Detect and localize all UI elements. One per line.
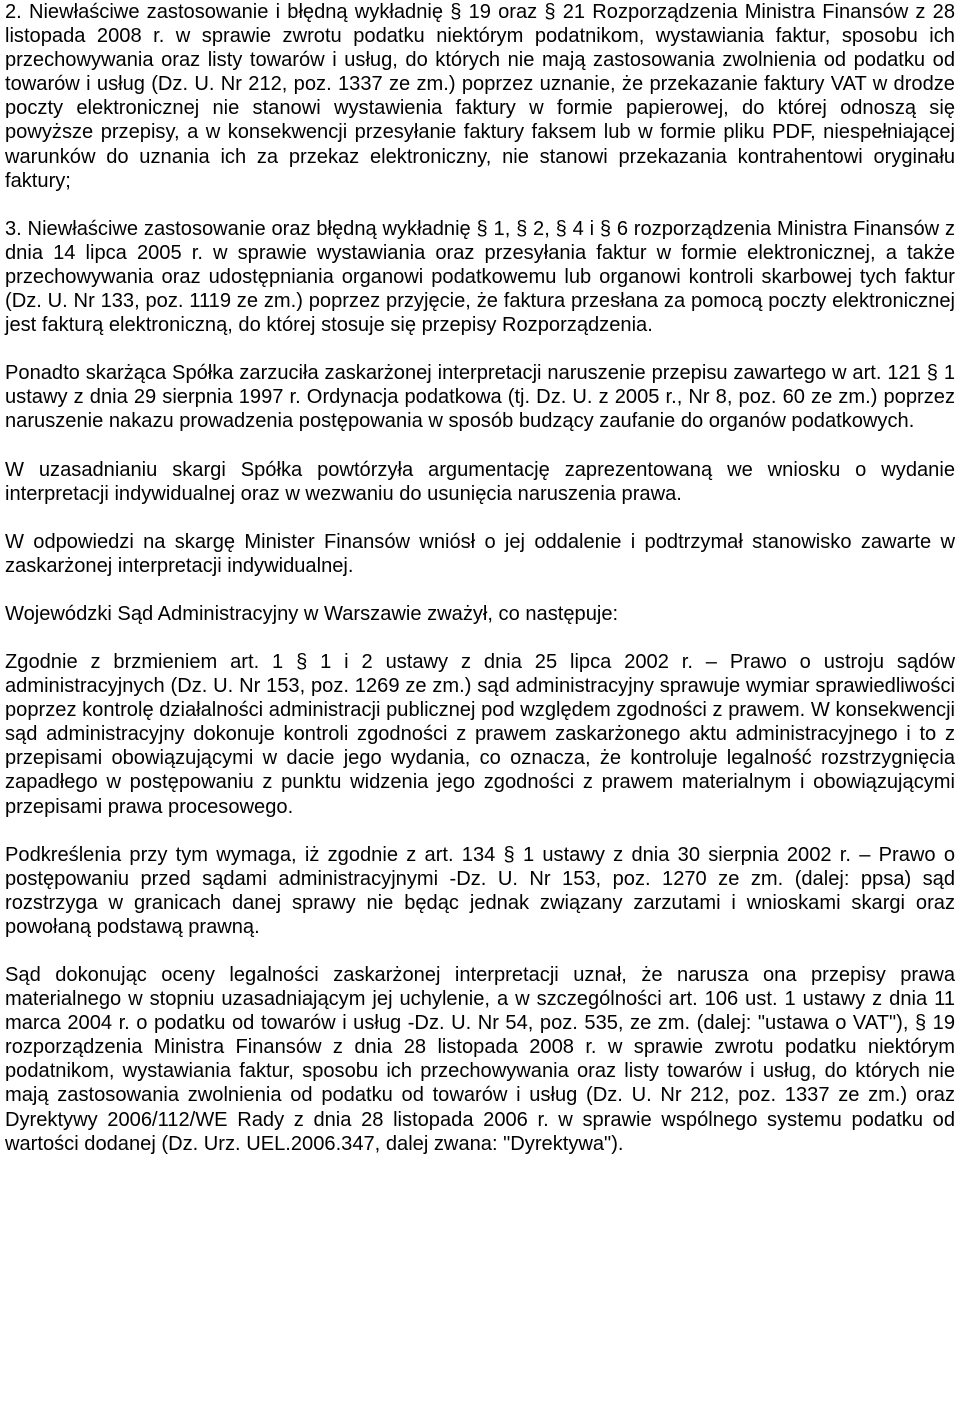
paragraph-zgodnie: Zgodnie z brzmieniem art. 1 § 1 i 2 ustawy z dnia 25 lipca 2002 r. – Prawo o ustroju sądów administracyjnych (Dz. U. Nr 153, poz. 1269 ze zm.) sąd administracyjny sprawuje wymiar sprawiedliwości poprzez kontrolę działalności administracji publicznej pod względem zgodności z prawem. W konsekwencji sąd administracyjny dokonuje kontroli zgodności z prawem zaskarżonego aktu administracyjnego i to z przepisami obowiązującymi w dacie jego wydania, co oznacza, że kontroluje legalność rozstrzygnięcia zapadłego w postępowaniu z punktu widzenia jego zgodności z prawem materialnym i obowiązującymi przepisami prawa procesowego. — [5, 650, 955, 818]
paragraph-odpowiedz: W odpowiedzi na skargę Minister Finansów wniósł o jej oddalenie i podtrzymał stanowisko zawarte w zaskarżonej interpretacji indywidualnej. — [5, 530, 955, 577]
paragraph-gap — [5, 939, 955, 963]
paragraph-item-2: 2. Niewłaściwe zastosowanie i błędną wykładnię § 19 oraz § 21 Rozporządzenia Ministra Finansów z 28 listopada 2008 r. w sprawie zwrotu podatku niektórym podatnikom, wystawiania faktur, sposobu ich przechowywania oraz listy towarów i usług, do których nie mają zastosowania zwolnienia od podatku od towarów i usług (Dz. U. Nr 212, poz. 1337 ze zm.) poprzez uznanie, że przekazanie faktury VAT w drodze poczty elektronicznej nie stanowi wystawienia faktury w formie papierowej, do której odnoszą się powyższe przepisy, a w konsekwencji przesyłanie faktury faksem lub w formie pliku PDF, niespełniającej warunków do uznania ich za przekaz elektroniczny, nie stanowi przekazania kontrahentowi oryginału faktury; — [5, 1, 955, 192]
paragraph-gap — [5, 506, 955, 530]
paragraph-gap — [5, 819, 955, 843]
paragraph-podkreslenia: Podkreślenia przy tym wymaga, iż zgodnie z art. 134 § 1 ustawy z dnia 30 sierpnia 2002 r. – Prawo o postępowaniu przed sądami administracyjnymi -Dz. U. Nr 153, poz. 1270 ze zm. (dalej: ppsa) sąd rozstrzyga w granicach danej sprawy nie będąc jednak związany zarzutami i wnioskami skargi oraz powołaną podstawą prawną. — [5, 843, 955, 938]
paragraph-ponadto: Ponadto skarżąca Spółka zarzuciła zaskarżonej interpretacji naruszenie przepisu zawartego w art. 121 § 1 ustawy z dnia 29 sierpnia 1997 r. Ordynacja podatkowa (tj. Dz. U. z 2005 r., Nr 8, poz. 60 ze zm.) poprzez naruszenie nakazu prowadzenia postępowania w sposób budzący zaufanie do organów podatkowych. — [5, 362, 955, 433]
paragraph-gap — [5, 434, 955, 458]
paragraph-wsa-heading: Wojewódzki Sąd Administracyjny w Warszawie zważył, co następuje: — [5, 602, 619, 625]
paragraph-item-3: 3. Niewłaściwe zastosowanie oraz błędną wykładnię § 1, § 2, § 4 i § 6 rozporządzenia Ministra Finansów z dnia 14 lipca 2005 r. w sprawie wystawiania oraz przesyłania faktur w formie elektronicznej, a także przechowywania oraz udostępniania organowi podatkowemu lub organowi kontroli skarbowej tych faktur (Dz. U. Nr 133, poz. 1119 ze zm.) poprzez przyjęcie, że faktura przesłana za pomocą poczty elektronicznej jest fakturą elektroniczną, do której stosuje się przepisy Rozporządzenia. — [5, 217, 955, 337]
document-page — [5, 0, 955, 1156]
paragraph-uzasadnienie: W uzasadnianiu skargi Spółka powtórzyła argumentację zaprezentowaną we wniosku o wydanie interpretacji indywidualnej oraz w wezwaniu do usunięcia naruszenia prawa. — [5, 458, 955, 505]
paragraph-gap — [5, 193, 955, 217]
paragraph-gap — [5, 626, 955, 650]
paragraph-sad-dokonujac: Sąd dokonując oceny legalności zaskarżonej interpretacji uznał, że narusza ona przepisy prawa materialnego w stopniu uzasadniającym jej uchylenie, a w szczególności art. 106 ust. 1 ustawy z dnia 11 marca 2004 r. o podatku od towarów i usług -Dz. U. Nr 54, poz. 535, ze zm. (dalej: "ustawa o VAT"), § 19 rozporządzenia Ministra Finansów z dnia 28 listopada 2008 r. w sprawie zwrotu podatku niektórym podatnikom, wystawiania faktur, sposobu ich przechowywania oraz listy towarów i usług, do których nie mają zastosowania zwolnienia od podatku od towarów i usług (Dz. U. Nr 212, poz. 1337 ze zm.) oraz Dyrektywy 2006/112/WE Rady z dnia 28 listopada 2006 r. w sprawie wspólnego systemu podatku od wartości dodanej (Dz. Urz. UEL.2006.347, dalej zwana: "Dyrektywa"). — [5, 964, 955, 1155]
paragraph-gap — [5, 337, 955, 361]
paragraph-gap — [5, 578, 955, 602]
